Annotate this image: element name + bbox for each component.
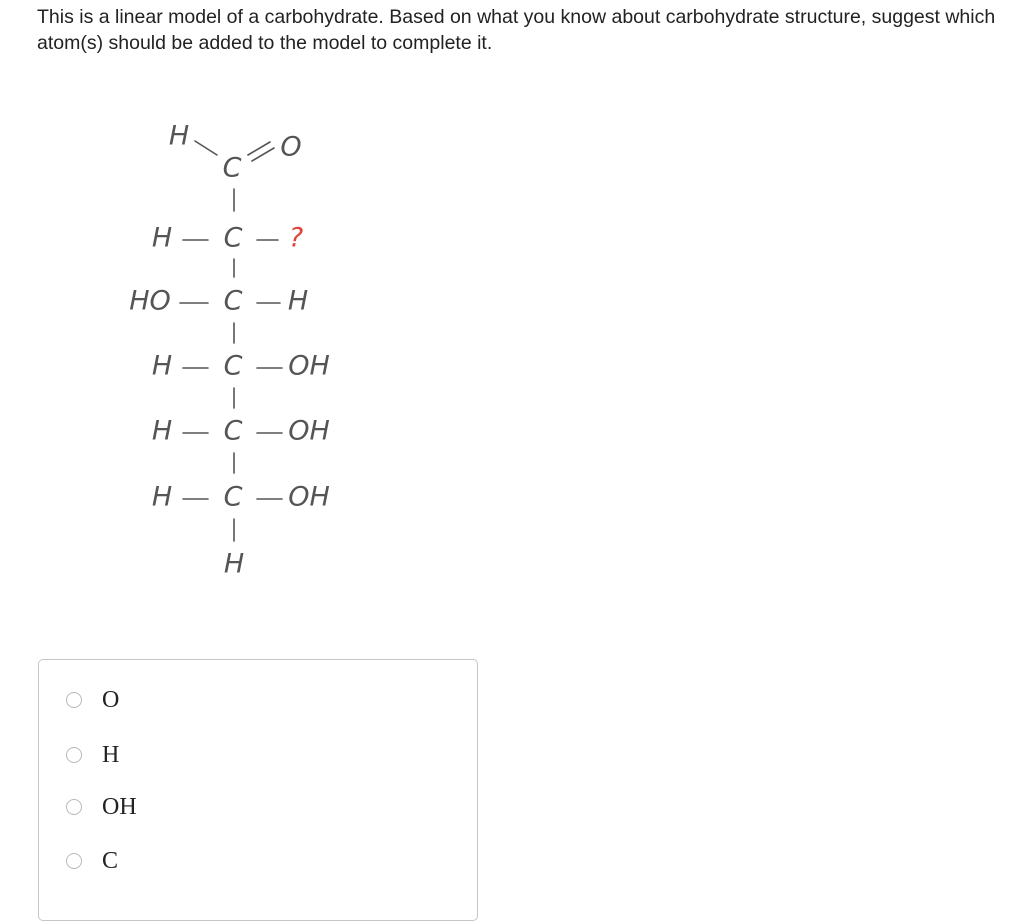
row5-left: H <box>151 481 173 513</box>
question-text: This is a linear model of a carbohydrate. Based on what you know about carbohydrate structure, suggest which atom(s) should be added to the model to complete it. <box>37 6 996 54</box>
row4-right: OH <box>288 415 330 447</box>
row2-carbon: C <box>223 285 243 317</box>
row5-right: OH <box>288 481 330 513</box>
row4-left: H <box>151 415 173 447</box>
option-o[interactable] <box>66 685 266 715</box>
carbohydrate-structure <box>120 110 360 590</box>
radio-button[interactable] <box>66 799 82 815</box>
option-c[interactable] <box>66 846 266 876</box>
radio-button[interactable] <box>66 853 82 869</box>
radio-button[interactable] <box>66 747 82 763</box>
row3-left: H <box>151 350 173 382</box>
radio-button[interactable] <box>66 692 82 708</box>
option-oh[interactable] <box>66 792 266 822</box>
row3-carbon: C <box>223 350 243 382</box>
row1-carbon: C <box>223 222 243 254</box>
atom-h-bottom: H <box>223 548 245 580</box>
option-label: OH <box>102 793 137 820</box>
atom-o-top: O <box>280 131 302 163</box>
option-label: O <box>102 686 120 713</box>
row5-carbon: C <box>223 481 243 513</box>
bond-h-c-top <box>195 141 217 155</box>
atom-h-top: H <box>168 120 190 152</box>
row4-carbon: C <box>223 415 243 447</box>
answer-options-box <box>38 659 478 921</box>
atom-c-top: C <box>222 152 242 184</box>
row2-right: H <box>287 285 309 317</box>
option-label: C <box>102 847 119 874</box>
unknown-atom-marker: ? <box>288 222 304 254</box>
row3-right: OH <box>288 350 330 382</box>
row1-left: H <box>151 222 173 254</box>
option-h[interactable] <box>66 740 266 770</box>
row2-left: HO <box>129 285 171 317</box>
option-label: H <box>102 741 120 768</box>
